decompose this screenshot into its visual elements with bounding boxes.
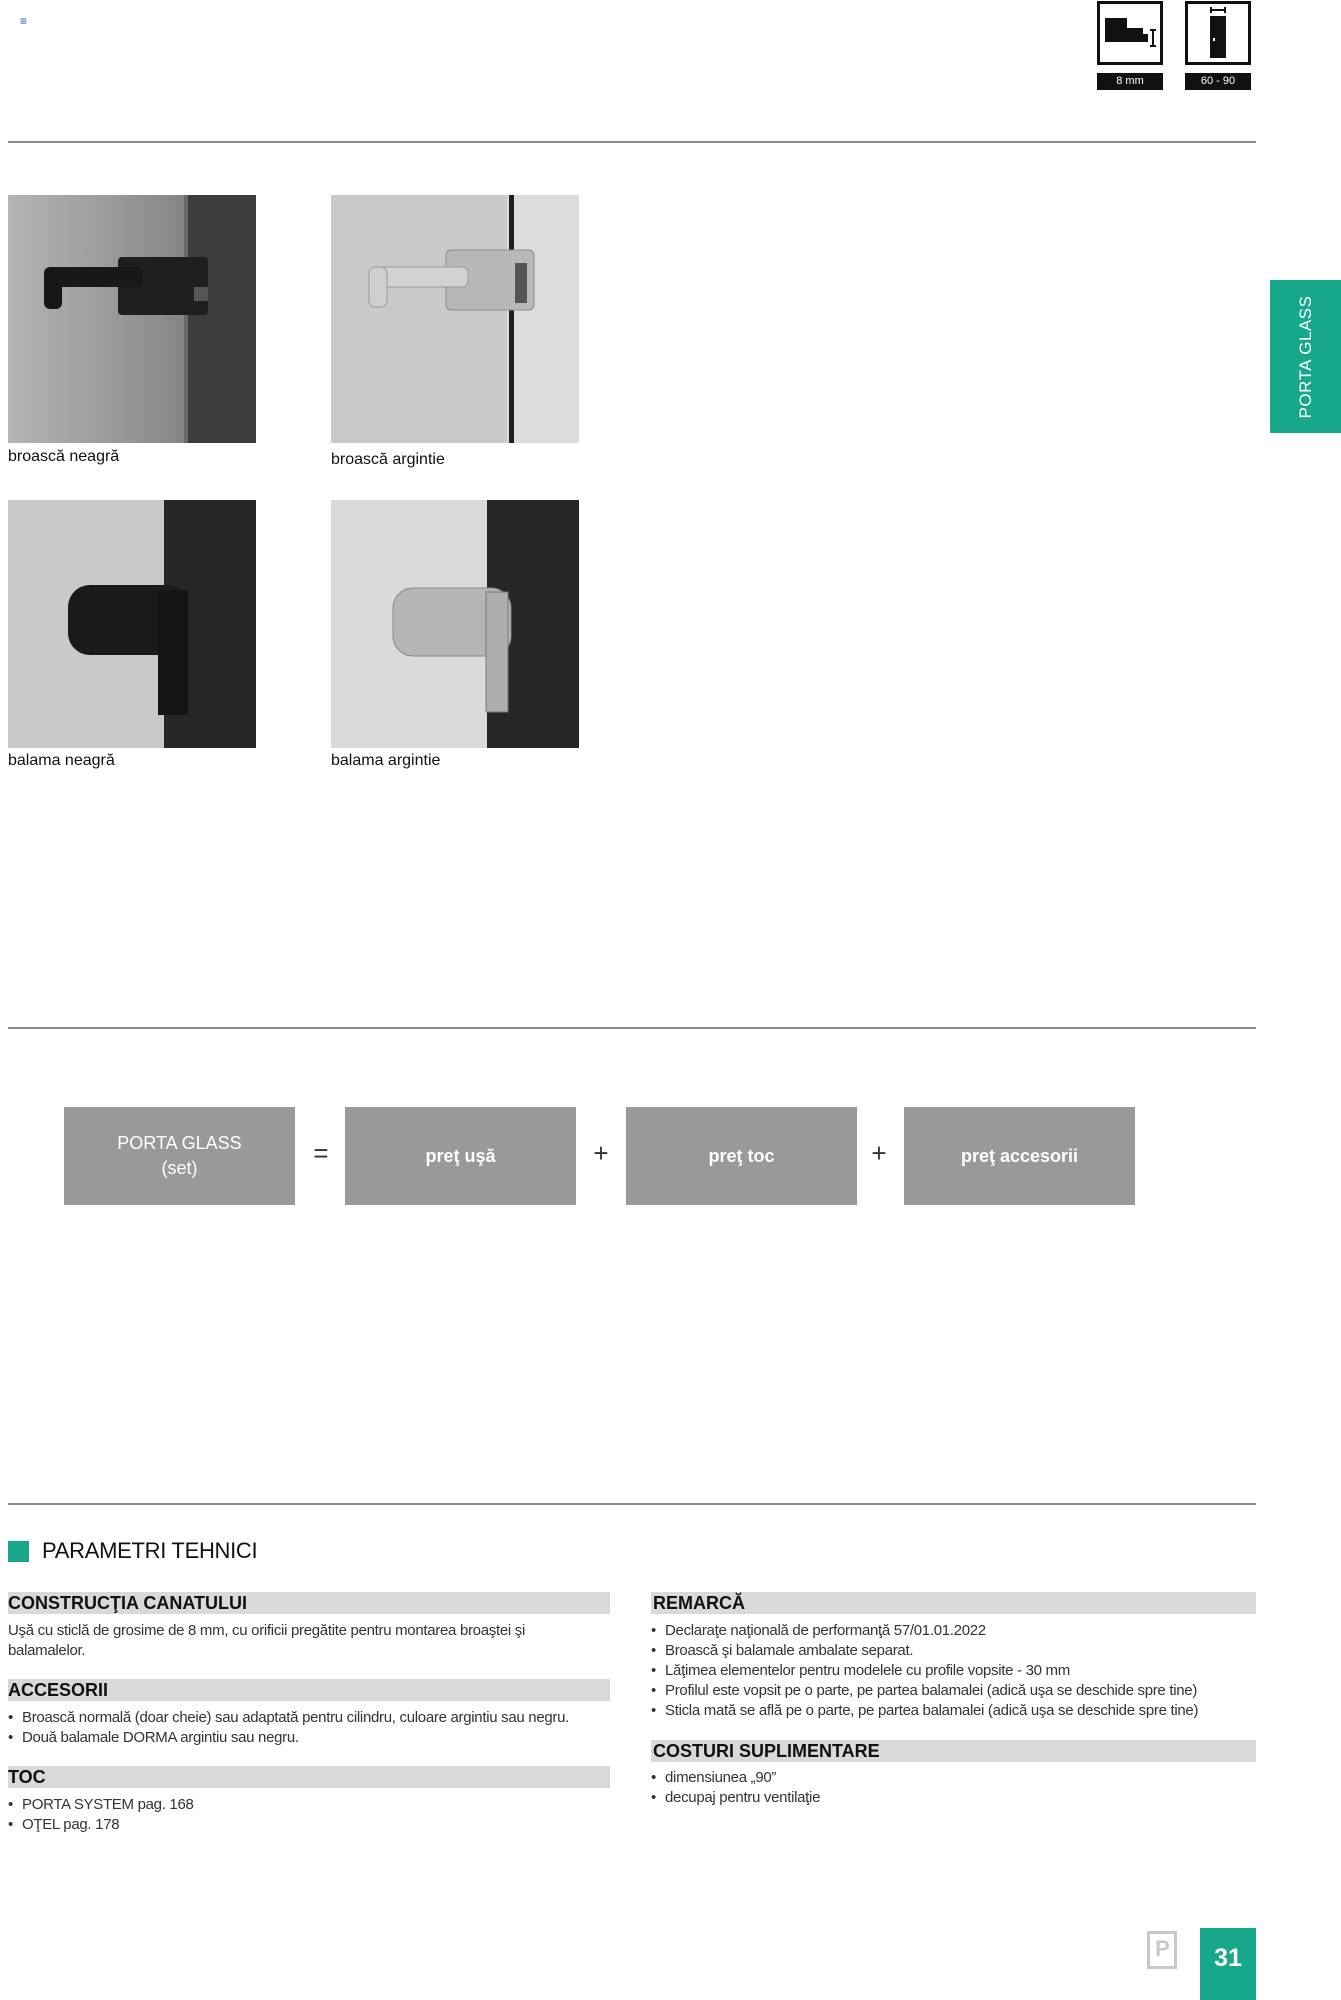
brand-logo [1147, 1931, 1177, 1969]
photo-caption: broască neagră [8, 448, 120, 465]
price-door-label: preţ uşă [425, 1145, 496, 1166]
price-accessories-box [904, 1107, 1135, 1205]
extra-costs-heading: COSTURI SUPLIMENTARE [651, 1740, 1256, 1762]
side-tab [1270, 280, 1341, 433]
black-lock-photo [8, 195, 256, 443]
price-frame-box [626, 1107, 857, 1205]
brand-logo-letter: P [1155, 1936, 1170, 1961]
divider-bottom [8, 1503, 1256, 1505]
price-accessories-label: preţ accesorii [960, 1145, 1079, 1166]
plus-sign: + [871, 1138, 887, 1168]
price-frame-label: preţ toc [708, 1145, 775, 1166]
silver-hinge-photo [331, 500, 579, 748]
section-title: PARAMETRI TEHNICI [42, 1538, 258, 1563]
price-set-box [64, 1107, 295, 1205]
list-item: • OŢEL pag. 178 [8, 1815, 610, 1835]
divider-middle [8, 1027, 1256, 1029]
plus-sign: + [593, 1138, 609, 1168]
list-item: • Broască normală (doar cheie) sau adaptată pentru cilindru, culoare argintiu sau negru. [8, 1708, 610, 1728]
list-item: • decupaj pentru ventilaţie [651, 1788, 1256, 1808]
corner-mark: ≡ [20, 14, 28, 28]
remarks-heading: REMARCĂ [651, 1592, 1256, 1614]
list-item: • Lăţimea elementelor pentru modelele cu profile vopsite - 30 mm [651, 1661, 1256, 1681]
price-set-title: PORTA GLASS [117, 1133, 242, 1153]
frame-heading: TOC [8, 1766, 610, 1788]
glass-thickness-label: 8 mm [1097, 73, 1163, 90]
construction-text: Uşă cu sticlă de grosime de 8 mm, cu orificii pregătite pentru montarea broaştei şi balamalelor. [8, 1622, 526, 1659]
page-number: 31 [1200, 1928, 1256, 2000]
accessories-list [8, 1708, 610, 1748]
price-set-sub: (set) [161, 1158, 198, 1178]
construction-heading: CONSTRUCŢIA CANATULUI [8, 1592, 610, 1614]
equals-sign: = [313, 1138, 329, 1168]
remarks-list [651, 1621, 1256, 1721]
price-door-box [345, 1107, 576, 1205]
door-width-label: 60 - 90 [1185, 73, 1251, 90]
photo-caption: broască argintie [331, 451, 445, 468]
list-item: • Sticla mată se află pe o parte, pe partea balamalei (adică uşa se deschide spre tine) [651, 1701, 1256, 1721]
door-width-icon [1185, 1, 1251, 65]
list-item: • dimensiunea „90” [651, 1768, 1256, 1788]
list-item: • Profilul este vopsit pe o parte, pe partea balamalei (adică uşa se deschide spre tine) [651, 1681, 1256, 1701]
side-tab-label: PORTA GLASS [1295, 295, 1315, 418]
black-hinge-photo [8, 500, 256, 748]
list-item: • PORTA SYSTEM pag. 168 [8, 1795, 610, 1815]
accessories-heading: ACCESORII [8, 1679, 610, 1701]
silver-lock-photo [331, 195, 579, 443]
extra-costs-list [651, 1768, 1256, 1808]
list-item: • Două balamale DORMA argintiu sau negru. [8, 1728, 610, 1748]
list-item: • Broască şi balamale ambalate separat. [651, 1641, 1256, 1661]
section-marker [8, 1541, 29, 1562]
divider-top [8, 141, 1256, 143]
frame-list [8, 1795, 610, 1835]
list-item: • Declaraţe naţională de performanţă 57/01.01.2022 [651, 1621, 1256, 1641]
glass-thickness-icon [1097, 1, 1163, 65]
photo-caption: balama argintie [331, 752, 441, 769]
photo-caption: balama neagră [8, 752, 115, 769]
